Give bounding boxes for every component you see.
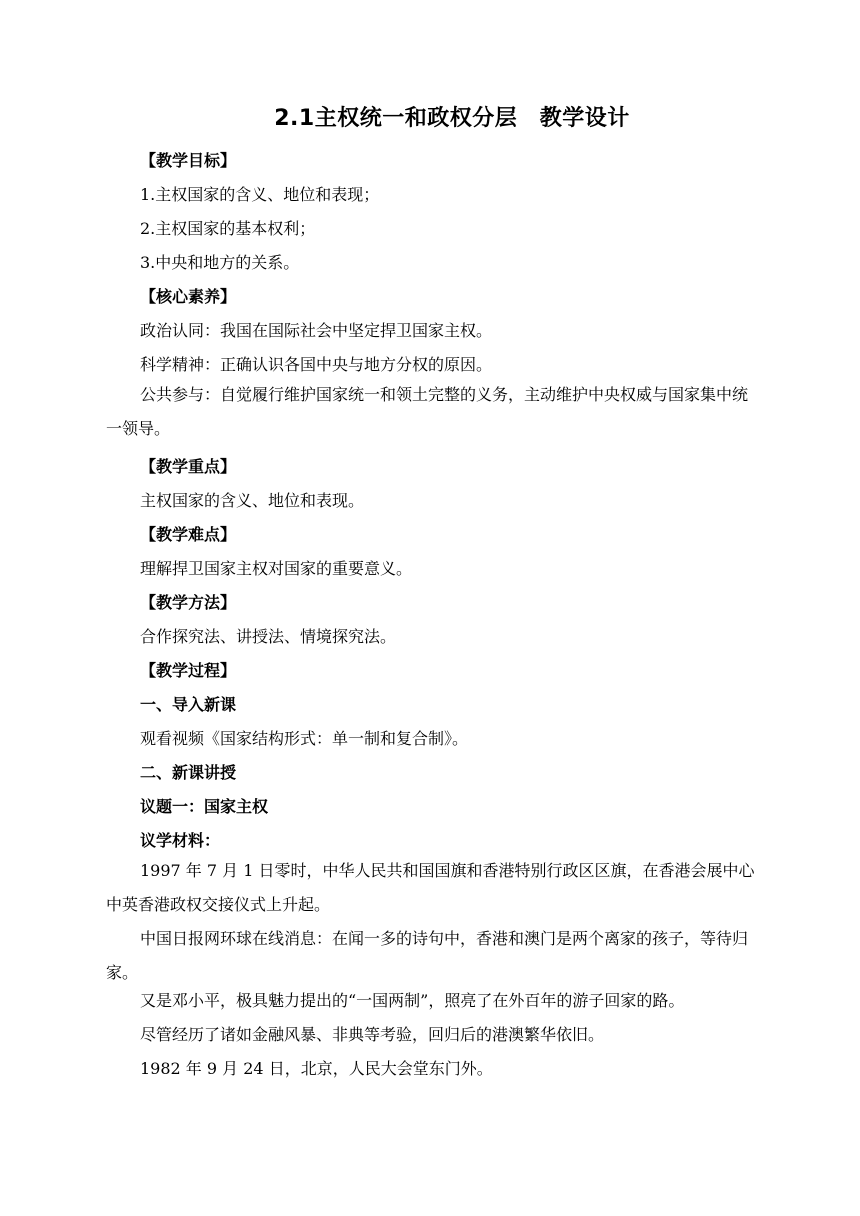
objectives-heading: 【教学目标】 — [140, 151, 237, 170]
section-2-heading: 二、新课讲授 — [140, 763, 237, 782]
literacy-scientific: 科学精神：正确认识各国中央与地方分权的原因。 — [140, 355, 493, 374]
topic-1-heading: 议题一：国家主权 — [140, 797, 269, 816]
literacy-political: 政治认同：我国在国际社会中坚定捍卫国家主权。 — [140, 321, 493, 340]
section-1-text: 观看视频《国家结构形式：单一制和复合制》。 — [140, 729, 469, 748]
material-paragraph-1: 1997 年 7 月 1 日零时，中华人民共和国国旗和香港特别行政区区旗，在香港会展中心中英香港政权交接仪式上升起。 — [106, 861, 755, 914]
document-title: 2.1主权统一和政权分层 教学设计 — [274, 106, 630, 131]
literacy-participation: 公共参与：自觉履行维护国家统一和领土完整的义务，主动维护中央权威与国家集中统一领导。 — [106, 385, 749, 438]
section-1-heading: 一、导入新课 — [140, 695, 237, 714]
material-paragraph-2: 中国日报网环球在线消息：在闻一多的诗句中，香港和澳门是两个离家的孩子，等待归家。 — [106, 929, 749, 982]
difficulties-heading: 【教学难点】 — [140, 525, 237, 544]
material-paragraph-5: 1982 年 9 月 24 日，北京，人民大会堂东门外。 — [140, 1059, 493, 1078]
material-paragraph-3: 又是邓小平，极具魅力提出的“一国两制”，照亮了在外百年的游子回家的路。 — [140, 991, 685, 1010]
process-heading: 【教学过程】 — [140, 661, 237, 680]
methods-text: 合作探究法、讲授法、情境探究法。 — [140, 627, 397, 646]
key-points-text: 主权国家的含义、地位和表现。 — [140, 491, 365, 510]
difficulties-text: 理解捍卫国家主权对国家的重要意义。 — [140, 559, 413, 578]
literacy-heading: 【核心素养】 — [140, 287, 237, 306]
objective-3: 3.中央和地方的关系。 — [140, 253, 300, 272]
material-heading: 议学材料： — [140, 831, 221, 850]
objective-2: 2.主权国家的基本权利； — [140, 219, 316, 238]
objective-1: 1.主权国家的含义、地位和表现； — [140, 185, 380, 204]
methods-heading: 【教学方法】 — [140, 593, 237, 612]
material-paragraph-4: 尽管经历了诸如金融风暴、非典等考验，回归后的港澳繁华依旧。 — [140, 1025, 605, 1044]
key-points-heading: 【教学重点】 — [140, 457, 237, 476]
